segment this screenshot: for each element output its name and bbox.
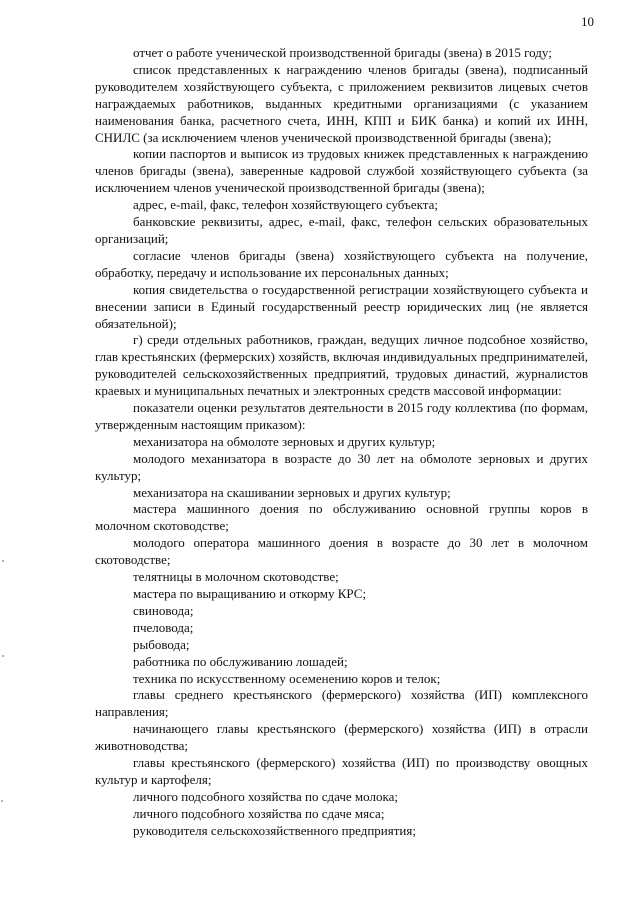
scan-artifact: [1, 800, 3, 802]
paragraph: механизатора на скашивании зерновых и других культур;: [133, 484, 451, 500]
paragraph: рыбовода;: [133, 636, 190, 652]
paragraph: банковские реквизиты, адрес, e-mail, факс, телефон сельских образовательных организаций;: [95, 214, 588, 246]
paragraph: телятницы в молочном скотоводстве;: [133, 569, 339, 585]
paragraph: молодого оператора машинного доения в возрасте до 30 лет в молочном скотоводстве;: [95, 535, 588, 568]
document-body: [95, 45, 588, 840]
paragraph: главы крестьянского (фермерского) хозяйства (ИП) по производству овощных культур и картофеля;: [95, 755, 588, 787]
page-number: 10: [581, 14, 594, 29]
paragraph: мастера машинного доения по обслуживанию основной группы коров в молочном скотоводстве;: [95, 501, 588, 534]
paragraph: копии паспортов и выписок из трудовых книжек представленных к награждению членов бригады (звена), заверенные кадровой службой хозяйствующего субъекта (за исключением членов ученической производственной бригады (звена);: [95, 146, 588, 196]
paragraph: пчеловода;: [133, 619, 194, 635]
paragraph: адрес, e-mail, факс, телефон хозяйствующего субъекта;: [133, 197, 438, 213]
paragraph: согласие членов бригады (звена) хозяйствующего субъекта на получение, обработку, передачу и использование их персональных данных;: [95, 247, 588, 280]
paragraph: руководителя сельскохозяйственного предприятия;: [133, 822, 416, 838]
scan-artifact: [2, 655, 4, 657]
paragraph: главы среднего крестьянского (фермерского) хозяйства (ИП) комплексного направления;: [95, 687, 588, 720]
paragraph: техника по искусственному осеменению коров и телок;: [133, 670, 441, 686]
paragraph: список представленных к награждению членов бригады (звена), подписанный руководителем хозяйствующего субъекта, с приложением реквизитов лицевых счетов награждаемых работников, выданных кредитными организациями (с указанием наименования банка, расчетного счета, ИНН, КПП и БИК банка) и копий их ИНН, СНИЛС (за исключением членов ученической производственной бригады (звена);: [95, 61, 588, 145]
paragraph: показатели оценки результатов деятельности в 2015 году коллектива (по формам, утвержденным настоящим приказом):: [95, 400, 588, 432]
paragraph: копия свидетельства о государственной регистрации хозяйствующего субъекта и внесении записи в Единый государственный реестр юридических лиц (не является обязательной);: [95, 281, 588, 331]
paragraph: работника по обслуживанию лошадей;: [133, 653, 348, 669]
paragraph: механизатора на обмолоте зерновых и других культур;: [133, 433, 436, 449]
paragraph: г) среди отдельных работников, граждан, ведущих личное подсобное хозяйство, глав крестьянских (фермерских) хозяйств, включая индивидуальных предпринимателей, руководителей сельскохозяйственных предприятий, трудовых династий, журналистов краевых и муниципальных печатных и электронных средств массовой информации:: [95, 332, 588, 399]
paragraph: свиновода;: [133, 602, 194, 618]
paragraph: личного подсобного хозяйства по сдаче молока;: [133, 788, 398, 804]
paragraph: отчет о работе ученической производственной бригады (звена) в 2015 году;: [133, 45, 552, 60]
paragraph: молодого механизатора в возрасте до 30 лет на обмолоте зерновых и других культур;: [95, 450, 588, 483]
paragraph: начинающего главы крестьянского (фермерского) хозяйства (ИП) в отрасли животноводства;: [95, 721, 588, 754]
paragraph: личного подсобного хозяйства по сдаче мяса;: [133, 805, 385, 821]
scan-artifact: [2, 560, 4, 562]
paragraph: мастера по выращиванию и откорму КРС;: [133, 586, 367, 601]
